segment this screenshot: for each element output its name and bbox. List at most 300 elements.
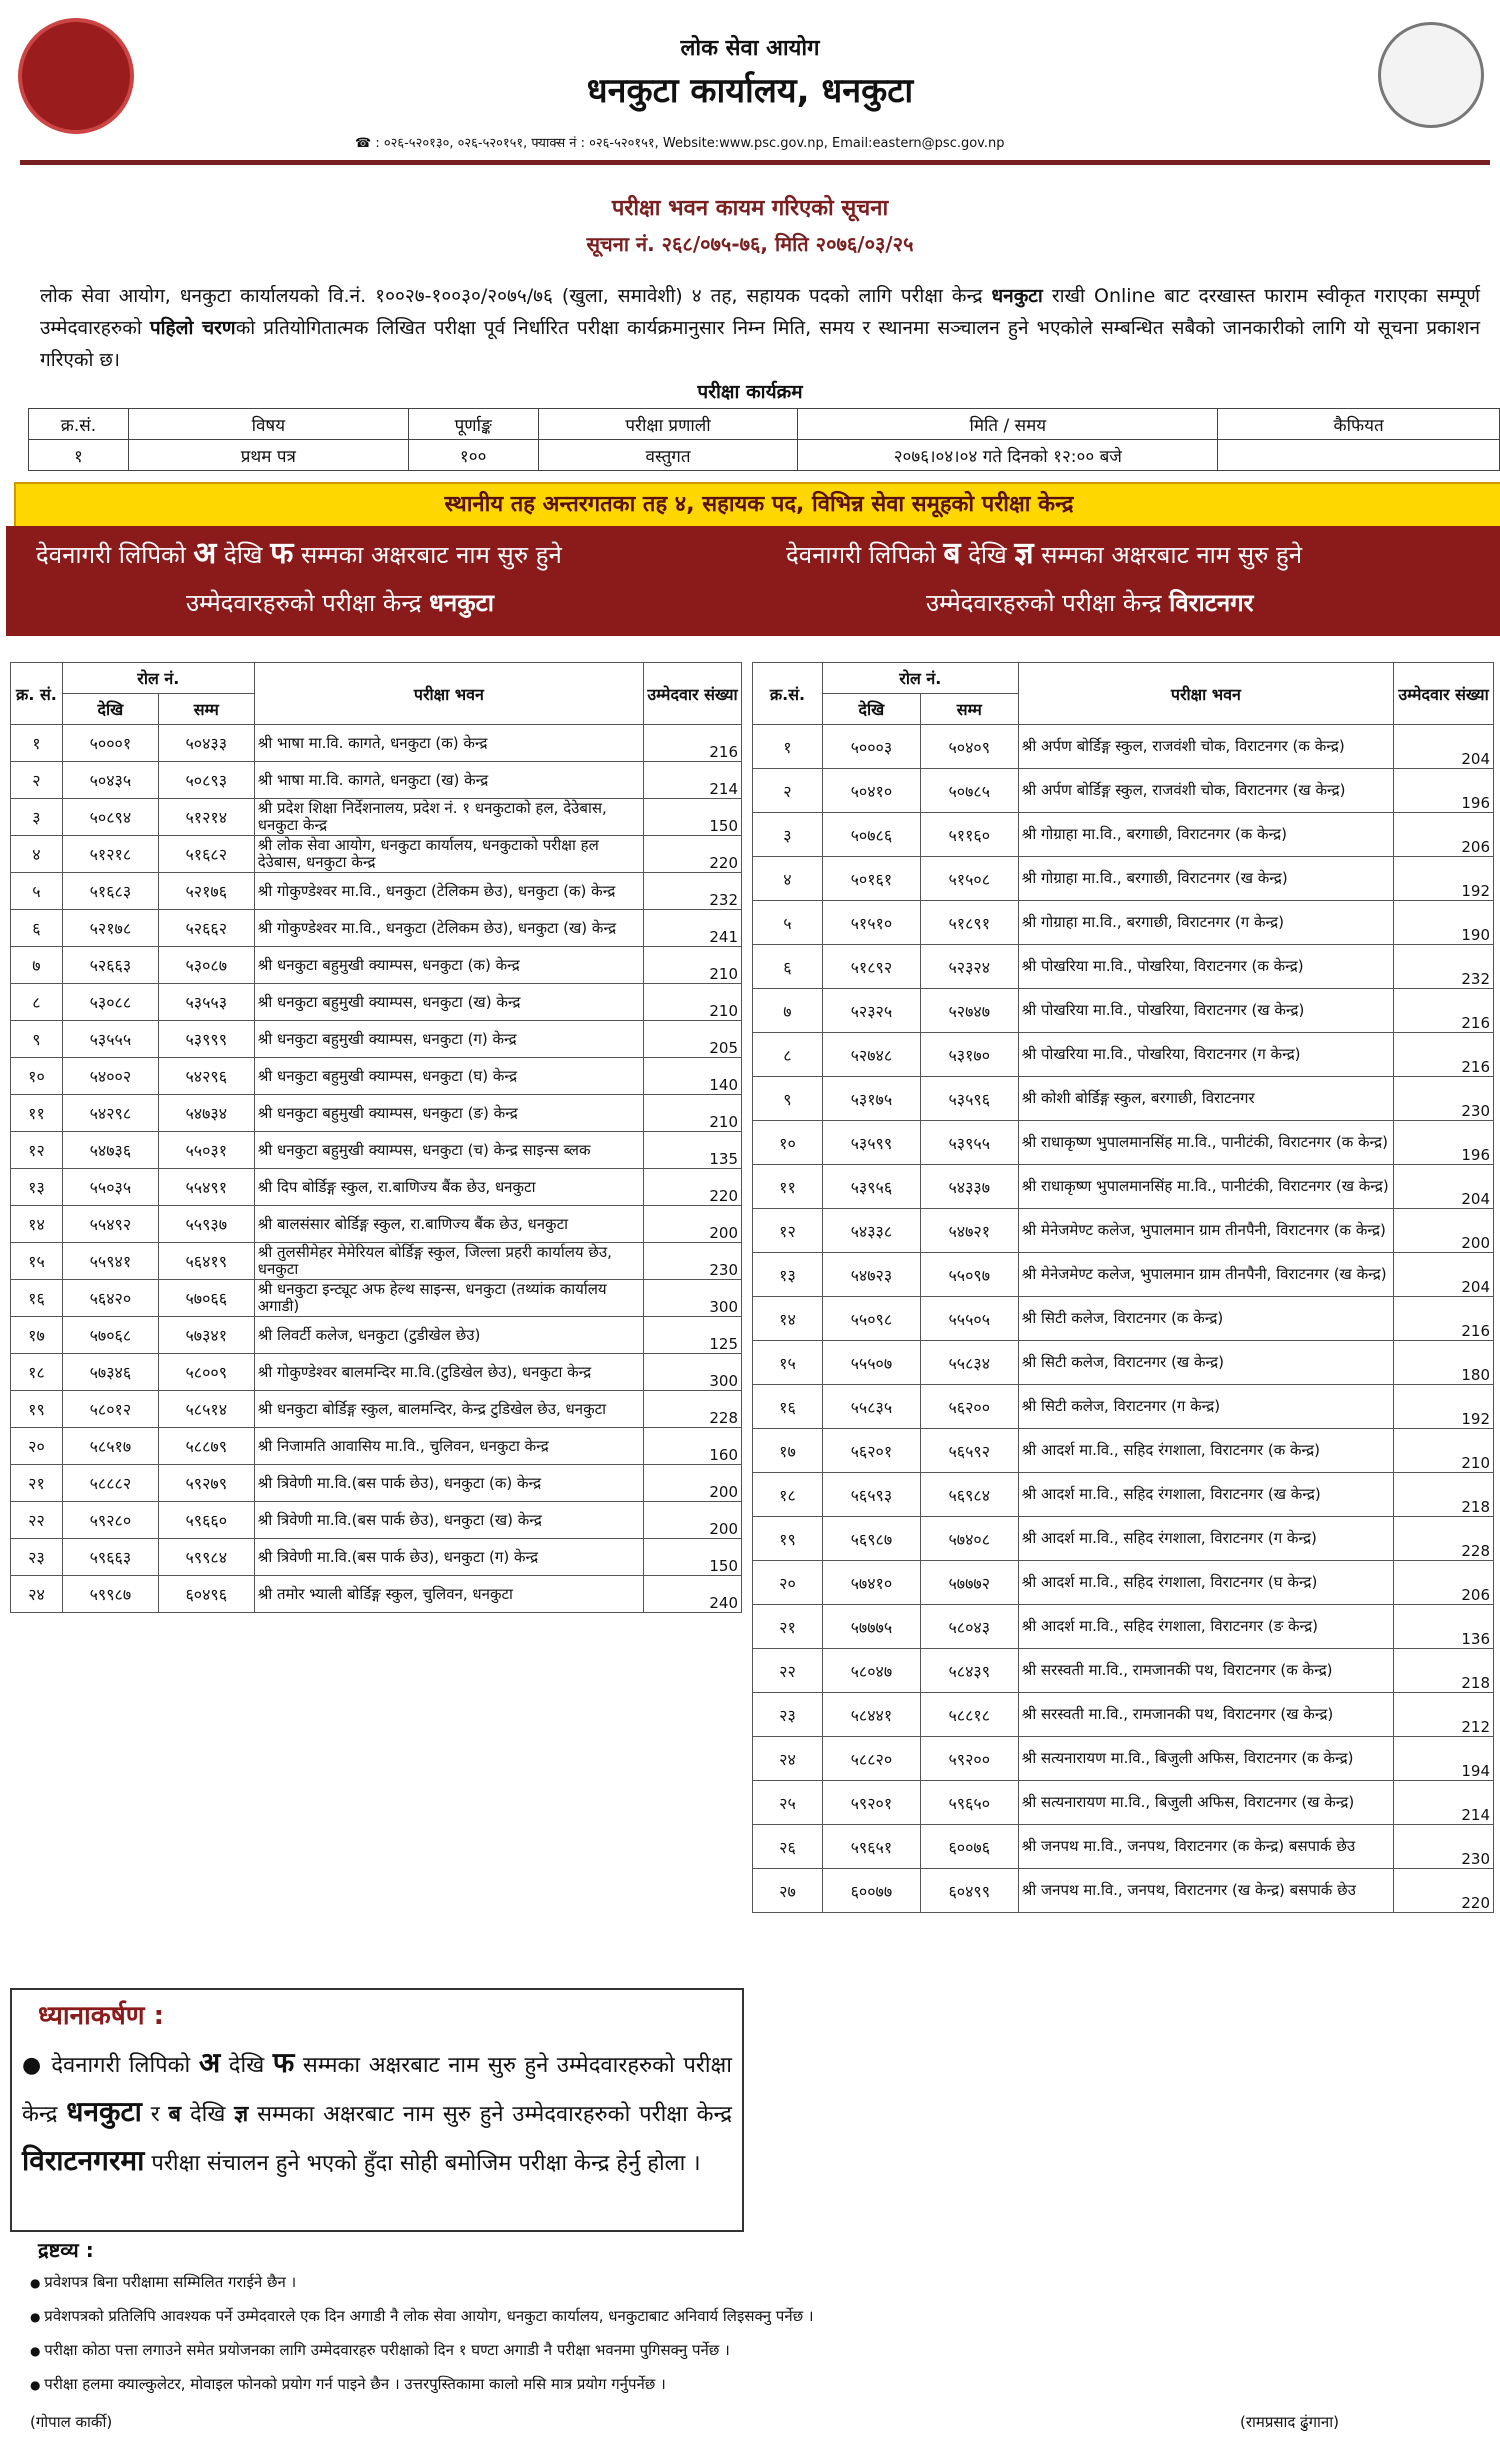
serial-cell: ६ (11, 910, 63, 947)
table-row (11, 1132, 742, 1169)
table-row (11, 836, 742, 873)
count-cell: 160 (644, 1428, 742, 1465)
serial-cell: २० (11, 1428, 63, 1465)
count-cell: 228 (1394, 1517, 1494, 1561)
roll-to-cell: ६०४९९ (920, 1869, 1018, 1913)
count-cell: 205 (644, 1021, 742, 1058)
roll-to-cell: ६०४९६ (158, 1576, 254, 1613)
table-row (11, 1539, 742, 1576)
roll-from-cell: ५६५९३ (822, 1473, 920, 1517)
count-cell: 200 (644, 1206, 742, 1243)
roll-from-cell: ५५८३५ (822, 1385, 920, 1429)
count-cell: 218 (1394, 1649, 1494, 1693)
roll-from-cell: ५९९८७ (62, 1576, 158, 1613)
venue-cell: श्री गोकुण्डेश्वर मा.वि., धनकुटा (टेलिकम छेउ), धनकुटा (ख) केन्द्र (254, 910, 643, 947)
roll-from-cell: ५७३४६ (62, 1354, 158, 1391)
roll-to-cell: ५६५९२ (920, 1429, 1018, 1473)
table-row (753, 1033, 1494, 1077)
count-cell: 210 (644, 1095, 742, 1132)
roll-from-cell: ५३५९९ (822, 1121, 920, 1165)
venue-cell: श्री सत्यनारायण मा.वि., बिजुली अफिस, विराटनगर (क केन्द्र) (1018, 1737, 1393, 1781)
venue-cell: श्री अर्पण बोर्डिङ्ग स्कुल, राजवंशी चोक, विराटनगर (ख केन्द्र) (1018, 769, 1393, 813)
count-cell: 241 (644, 910, 742, 947)
venue-cell: श्री आदर्श मा.वि., सहिद रंगशाला, विराटनगर (ङ केन्द्र) (1018, 1605, 1393, 1649)
notice-title: परीक्षा भवन कायम गरिएको सूचना (611, 196, 889, 221)
note-item: ● परीक्षा हलमा क्याल्कुलेटर, मोवाइल फोनको प्रयोग गर्न पाइने छैन । उत्तरपुस्तिकामा कालो मसि मात्र प्रयोग गर्नुपर्नेछ । (30, 2368, 1470, 2402)
venue-cell: श्री प्रदेश शिक्षा निर्देशनालय, प्रदेश नं. १ धनकुटाको हल, देउेबास, धनकुटा केन्द्र (254, 799, 643, 836)
serial-cell: ५ (11, 873, 63, 910)
count-cell: 210 (644, 947, 742, 984)
serial-cell: २१ (11, 1465, 63, 1502)
count-cell: 228 (644, 1391, 742, 1428)
roll-from-cell: ५४७३६ (62, 1132, 158, 1169)
count-cell: 220 (1394, 1869, 1494, 1913)
venue-cell: श्री गोग्राहा मा.वि., बरगाछी, विराटनगर (ग केन्द्र) (1018, 901, 1393, 945)
count-cell: 216 (1394, 989, 1494, 1033)
serial-cell: २६ (753, 1825, 823, 1869)
count-cell: 135 (644, 1132, 742, 1169)
roll-to-cell: ५८००९ (158, 1354, 254, 1391)
notes-title: द्रष्टव्य : (38, 2238, 94, 2262)
roll-to-cell: ५७४०८ (920, 1517, 1018, 1561)
venue-cell: श्री त्रिवेणी मा.वि.(बस पार्क छेउ), धनकुटा (क) केन्द्र (254, 1465, 643, 1502)
table-row (753, 1649, 1494, 1693)
table-row (11, 1280, 742, 1317)
count-cell: 216 (1394, 1033, 1494, 1077)
count-cell: 192 (1394, 857, 1494, 901)
table-row (11, 1576, 742, 1613)
roll-to-cell: ५०४०९ (920, 725, 1018, 769)
serial-cell: १२ (11, 1132, 63, 1169)
roll-from-cell: ५०००१ (62, 725, 158, 762)
serial-cell: ९ (11, 1021, 63, 1058)
table-row (11, 1354, 742, 1391)
serial-cell: २४ (11, 1576, 63, 1613)
table-row (753, 1077, 1494, 1121)
contact-info: ☎ : ०२६-५२०१३०, ०२६-५२०१५१, फ्याक्स नं : ०२६-५२०१५१, Website:www.psc.gov.np, Email:eastern@psc.gov.np (355, 136, 1005, 151)
roll-to-cell: ५५०९७ (920, 1253, 1018, 1297)
venue-cell: श्री गोकुण्डेश्वर मा.वि., धनकुटा (टेलिकम छेउ), धनकुटा (क) केन्द्र (254, 873, 643, 910)
roll-from-cell: ५८८८२ (62, 1465, 158, 1502)
roll-from-cell: ५९२८० (62, 1502, 158, 1539)
table-row (753, 1165, 1494, 1209)
roll-to-cell: ५९२०० (920, 1737, 1018, 1781)
count-cell: 230 (644, 1243, 742, 1280)
venue-cell: श्री लिवर्टी कलेज, धनकुटा (टुडीखेल छेउ) (254, 1317, 643, 1354)
count-cell: 136 (1394, 1605, 1494, 1649)
count-cell: 220 (644, 1169, 742, 1206)
roll-from-cell: ५२१७८ (62, 910, 158, 947)
table-row (753, 1341, 1494, 1385)
count-cell: 218 (1394, 1473, 1494, 1517)
venue-cell: श्री गोकुण्डेश्वर बालमन्दिर मा.वि.(टुडिखेल छेउ), धनकुटा केन्द्र (254, 1354, 643, 1391)
roll-from-cell: ५४३३८ (822, 1209, 920, 1253)
count-cell: 210 (1394, 1429, 1494, 1473)
count-cell: 230 (1394, 1825, 1494, 1869)
count-cell: 204 (1394, 1253, 1494, 1297)
serial-cell: ३ (753, 813, 823, 857)
roll-to-cell: ५७०६६ (158, 1280, 254, 1317)
serial-cell: १५ (11, 1243, 63, 1280)
roll-from-cell: ५८०१२ (62, 1391, 158, 1428)
table-row (11, 1465, 742, 1502)
serial-cell: ४ (11, 836, 63, 873)
venue-cell: श्री आदर्श मा.वि., सहिद रंगशाला, विराटनगर (घ केन्द्र) (1018, 1561, 1393, 1605)
venue-cell: श्री धनकुटा बहुमुखी क्याम्पस, धनकुटा (घ) केन्द्र (254, 1058, 643, 1095)
roll-from-cell: ५३०८८ (62, 984, 158, 1021)
note-item: ● प्रवेशपत्र बिना परीक्षामा सम्मिलित गराईने छैन । (30, 2266, 1470, 2300)
venue-cell: श्री धनकुटा इन्ट्यूट अफ हेल्थ साइन्स, धनकुटा (तथ्यांक कार्यालय अगाडी) (254, 1280, 643, 1317)
serial-cell: ५ (753, 901, 823, 945)
count-cell: 194 (1394, 1737, 1494, 1781)
biratnagar-centers-table: क्र.सं. रोल नं. परीक्षा भवन उम्मेदवार संख्या देखि सम्म १ ५०००३ ५०४०९ श्री अर्पण बोर्डिङ्ग स्कुल, राजवंशी चोक, विराटनगर (क केन्द्र) 204 २ ५०४१० ५०७८५ श्री अर्पण बोर्डिङ्ग स्कुल, राजवंशी चोक, विराटनगर (ख केन्द्र) 196 ३ ५०७८६ ५११६० श्री गोग्राहा मा.वि., बरगाछी, विराटनगर (क केन्द्र) 206 ४ ५०१६१ ५१५०८ श्री गोग्राहा मा.वि., बरगाछी, विराटनगर (ख केन्द्र) 192 ५ ५१५१० ५१८९१ श्री गोग्राहा मा.वि., बरगाछी, विराटनगर (ग केन्द्र) 190 ६ ५१८९२ ५२३२४ श्री पोखरिया मा.वि., पोखरिया, विराटनगर (क केन्द्र) 232 ७ ५२३२५ ५२७४७ श्री पोखरिया मा.वि., पोखरिया, विराटनगर (ख केन्द्र) 216 ८ ५२७४८ ५३१७० श्री पोखरिया मा.वि., पोखरिया, विराटनगर (ग केन्द्र) 216 ९ ५३१७५ ५३५९६ श्री कोशी बोर्डिङ्ग स्कुल, बरगाछी, विराटनगर 230 १० ५३५९९ ५३९५५ श्री राधाकृष्ण भुपालमानसिंह मा.वि., पानीटंकी, विराटनगर (क केन्द्र) 196 ११ ५३९५६ ५४३३७ श्री राधाकृष्ण भुपालमानसिंह मा.वि., पानीटंकी, विराटनगर (ख केन्द्र) 204 १२ ५४३३८ ५४७२१ श्री मेनेजमेण्ट कलेज, भुपालमान ग्राम तीनपैनी, विराटनगर (क केन्द्र) 200 १३ ५४७२३ ५५०९७ श्री मेनेजमेण्ट कलेज, भुपालमान ग्राम तीनपैनी, विराटनगर (ख केन्द्र) 204 १४ ५५०९८ ५५५०५ श्री सिटी कलेज, विराटनगर (क केन्द्र) 216 १५ ५५५०७ ५५८३४ श्री सिटी कलेज, विराटनगर (ख केन्द्र) 180 १६ ५५८३५ ५६२०० श्री सिटी कलेज, विराटनगर (ग केन्द्र) 192 १७ ५६२०१ ५६५९२ श्री आदर्श मा.वि., सहिद रंगशाला, विराटनगर (क केन्द्र) 210 १८ ५६५९३ ५६९८४ श्री आदर्श मा.वि., सहिद रंगशाला, विराटनगर (ख केन्द्र) 218 १९ ५६९८७ ५७४०८ श्री आदर्श मा.वि., सहिद रंगशाला, विराटनगर (ग केन्द्र) 228 २० ५७४१० ५७७७२ श्री आदर्श मा.वि., सहिद रंगशाला, विराटनगर (घ केन्द्र) 206 २१ ५७७७५ ५८०४३ श्री आदर्श मा.वि., सहिद रंगशाला, विराटनगर (ङ केन्द्र) 136 २२ ५८०४७ ५८४३९ श्री सरस्वती मा.वि., रामजानकी पथ, विराटनगर (क केन्द्र) 218 २३ ५८४४१ ५८८१८ श्री सरस्वती मा.वि., रामजानकी पथ, विराटनगर (ख केन्द्र) 212 २४ ५८८२० ५९२०० श्री सत्यनारायण मा.वि., बिजुली अफिस, विराटनगर (क केन्द्र) 194 २५ ५९२०१ ५९६५० श्री सत्यनारायण मा.वि., बिजुली अफिस, विराटनगर (ख केन्द्र) 214 २६ ५९६५१ ६००७६ श्री जनपथ मा.वि., जनपथ, विराटनगर (क केन्द्र) बसपार्क छेउ 230 २७ ६००७७ ६०४९९ श्री जनपथ मा.वि., जनपथ, विराटनगर (ख केन्द्र) बसपार्क छेउ 220 (752, 662, 1494, 1913)
serial-cell: १३ (11, 1169, 63, 1206)
count-cell: 125 (644, 1317, 742, 1354)
serial-cell: १ (11, 725, 63, 762)
roll-from-cell: ५९६५१ (822, 1825, 920, 1869)
count-cell: 216 (644, 725, 742, 762)
table-row (753, 725, 1494, 769)
roll-to-cell: ५३५५३ (158, 984, 254, 1021)
table-row (11, 1428, 742, 1465)
venue-cell: श्री धनकुटा बहुमुखी क्याम्पस, धनकुटा (ख) केन्द्र (254, 984, 643, 1021)
table-row (753, 813, 1494, 857)
venue-cell: श्री त्रिवेणी मा.वि.(बस पार्क छेउ), धनकुटा (ग) केन्द्र (254, 1539, 643, 1576)
venue-cell: श्री त्रिवेणी मा.वि.(बस पार्क छेउ), धनकुटा (ख) केन्द्र (254, 1502, 643, 1539)
biratnagar-center-text: देवनागरी लिपिको ब देखि ज्ञ सम्मका अक्षरबाट नाम सुरु हुने उम्मेदवारहरुको परीक्षा केन्द्र विराटनगर (786, 536, 1303, 617)
roll-to-cell: ५२३२४ (920, 945, 1018, 989)
serial-cell: १७ (753, 1429, 823, 1473)
serial-cell: २० (753, 1561, 823, 1605)
table-row (753, 1517, 1494, 1561)
serial-cell: ९ (753, 1077, 823, 1121)
roll-from-cell: ५५०९८ (822, 1297, 920, 1341)
table-row (753, 989, 1494, 1033)
table-row (753, 1693, 1494, 1737)
count-cell: 180 (1394, 1341, 1494, 1385)
venue-cell: श्री सिटी कलेज, विराटनगर (ग केन्द्र) (1018, 1385, 1393, 1429)
roll-from-cell: ५७४१० (822, 1561, 920, 1605)
roll-from-cell: ५३५५५ (62, 1021, 158, 1058)
serial-cell: १६ (753, 1385, 823, 1429)
roll-to-cell: ५१५०८ (920, 857, 1018, 901)
count-cell: 200 (644, 1465, 742, 1502)
serial-cell: २२ (11, 1502, 63, 1539)
table-row (753, 857, 1494, 901)
roll-from-cell: ५०७८६ (822, 813, 920, 857)
roll-to-cell: ५६४१९ (158, 1243, 254, 1280)
roll-to-cell: ५४७३४ (158, 1095, 254, 1132)
count-cell: 196 (1394, 1121, 1494, 1165)
roll-to-cell: ५८५१४ (158, 1391, 254, 1428)
venue-cell: श्री पोखरिया मा.वि., पोखरिया, विराटनगर (ख केन्द्र) (1018, 989, 1393, 1033)
roll-to-cell: ६००७६ (920, 1825, 1018, 1869)
roll-from-cell: ५०००३ (822, 725, 920, 769)
venue-cell: श्री धनकुटा बहुमुखी क्याम्पस, धनकुटा (क) केन्द्र (254, 947, 643, 984)
serial-cell: १९ (11, 1391, 63, 1428)
roll-from-cell: ५४२९८ (62, 1095, 158, 1132)
attention-text: ● देवनागरी लिपिको अ देखि फ सम्मका अक्षरबाट नाम सुरु हुने उम्मेदवारहरुको परीक्षा केन्द्र धनकुटा र ब देखि ज्ञ सम्मका अक्षरबाट नाम सुरु हुने उम्मेदवारहरुको परीक्षा केन्द्र विराटनगरमा परीक्षा संचालन हुने भएको हुँदा सोही बमोजिम परीक्षा केन्द्र हेर्नु होला । (22, 2046, 732, 2177)
count-cell: 206 (1394, 1561, 1494, 1605)
roll-from-cell: ५६२०१ (822, 1429, 920, 1473)
roll-from-cell: ५१५१० (822, 901, 920, 945)
serial-cell: ११ (11, 1095, 63, 1132)
venue-cell: श्री आदर्श मा.वि., सहिद रंगशाला, विराटनगर (क केन्द्र) (1018, 1429, 1393, 1473)
roll-from-cell: ५१८९२ (822, 945, 920, 989)
serial-cell: १० (11, 1058, 63, 1095)
count-cell: 300 (644, 1354, 742, 1391)
dhankuta-centers-table: क्र. सं. रोल नं. परीक्षा भवन उम्मेदवार संख्या देखि सम्म १ ५०००१ ५०४३३ श्री भाषा मा.वि. कागते, धनकुटा (क) केन्द्र 216 २ ५०४३५ ५०८९३ श्री भाषा मा.वि. कागते, धनकुटा (ख) केन्द्र 214 ३ ५०८९४ ५१२१४ श्री प्रदेश शिक्षा निर्देशनालय, प्रदेश नं. १ धनकुटाको हल, देउेबास, धनकुटा केन्द्र 150 ४ ५१२१८ ५१६८२ श्री लोक सेवा आयोग, धनकुटा कार्यालय, धनकुटाको परीक्षा हल देउेबास, धनकुटा केन्द्र 220 ५ ५१६८३ ५२१७६ श्री गोकुण्डेश्वर मा.वि., धनकुटा (टेलिकम छेउ), धनकुटा (क) केन्द्र 232 ६ ५२१७८ ५२६६२ श्री गोकुण्डेश्वर मा.वि., धनकुटा (टेलिकम छेउ), धनकुटा (ख) केन्द्र 241 ७ ५२६६३ ५३०८७ श्री धनकुटा बहुमुखी क्याम्पस, धनकुटा (क) केन्द्र 210 ८ ५३०८८ ५३५५३ श्री धनकुटा बहुमुखी क्याम्पस, धनकुटा (ख) केन्द्र 210 ९ ५३५५५ ५३९९९ श्री धनकुटा बहुमुखी क्याम्पस, धनकुटा (ग) केन्द्र 205 १० ५४००२ ५४२९६ श्री धनकुटा बहुमुखी क्याम्पस, धनकुटा (घ) केन्द्र 140 ११ ५४२९८ ५४७३४ श्री धनकुटा बहुमुखी क्याम्पस, धनकुटा (ङ) केन्द्र 210 १२ ५४७३६ ५५०३१ श्री धनकुटा बहुमुखी क्याम्पस, धनकुटा (च) केन्द्र साइन्स ब्लक 135 १३ ५५०३५ ५५४९१ श्री दिप बोर्डिङ्ग स्कुल, रा.बाणिज्य बैंक छेउ, धनकुटा 220 १४ ५५४९२ ५५९३७ श्री बालसंसार बोर्डिङ्ग स्कुल, रा.बाणिज्य बैंक छेउ, धनकुटा 200 १५ ५५९४१ ५६४१९ श्री तुलसीमेहर मेमेरियल बोर्डिङ्ग स्कुल, जिल्ला प्रहरी कार्यालय छेउ, धनकुटा 230 १६ ५६४२० ५७०६६ श्री धनकुटा इन्ट्यूट अफ हेल्थ साइन्स, धनकुटा (तथ्यांक कार्यालय अगाडी) 300 १७ ५७०६८ ५७३४१ श्री लिवर्टी कलेज, धनकुटा (टुडीखेल छेउ) 125 १८ ५७३४६ ५८००९ श्री गोकुण्डेश्वर बालमन्दिर मा.वि.(टुडिखेल छेउ), धनकुटा केन्द्र 300 १९ ५८०१२ ५८५१४ श्री धनकुटा बोर्डिङ्ग स्कुल, बालमन्दिर, केन्द्र टुडिखेल छेउ, धनकुटा 228 २० ५८५१७ ५८८७९ श्री निजामति आवासिय मा.वि., चुलिवन, धनकुटा केन्द्र 160 २१ ५८८८२ ५९२७९ श्री त्रिवेणी मा.वि.(बस पार्क छेउ), धनकुटा (क) केन्द्र 200 २२ ५९२८० ५९६६० श्री त्रिवेणी मा.वि.(बस पार्क छेउ), धनकुटा (ख) केन्द्र 200 २३ ५९६६३ ५९९८४ श्री त्रिवेणी मा.वि.(बस पार्क छेउ), धनकुटा (ग) केन्द्र 150 २४ ५९९८७ ६०४९६ श्री तमोर भ्याली बोर्डिङ्ग स्कुल, चुलिवन, धनकुटा 240 (10, 662, 742, 1613)
serial-cell: २३ (11, 1539, 63, 1576)
org-name: लोक सेवा आयोग (680, 36, 820, 61)
serial-cell: १९ (753, 1517, 823, 1561)
venue-cell: श्री मेनेजमेण्ट कलेज, भुपालमान ग्राम तीनपैनी, विराटनगर (ख केन्द्र) (1018, 1253, 1393, 1297)
roll-to-cell: ५२६६२ (158, 910, 254, 947)
serial-cell: २१ (753, 1605, 823, 1649)
count-cell: 210 (644, 984, 742, 1021)
table-row (11, 799, 742, 836)
table-row (11, 1317, 742, 1354)
serial-cell: २२ (753, 1649, 823, 1693)
table-row (753, 1385, 1494, 1429)
count-cell: 214 (1394, 1781, 1494, 1825)
venue-cell: श्री गोग्राहा मा.वि., बरगाछी, विराटनगर (ख केन्द्र) (1018, 857, 1393, 901)
roll-from-cell: ५३१७५ (822, 1077, 920, 1121)
roll-to-cell: ५०४३३ (158, 725, 254, 762)
table-row (753, 1561, 1494, 1605)
table-row (753, 1297, 1494, 1341)
signature-left: (गोपाल कार्की) (30, 2413, 113, 2431)
roll-from-cell: ५५९४१ (62, 1243, 158, 1280)
roll-from-cell: ५२७४८ (822, 1033, 920, 1077)
table-row (11, 725, 742, 762)
roll-to-cell: ५५४९१ (158, 1169, 254, 1206)
roll-to-cell: ५३९९९ (158, 1021, 254, 1058)
venue-cell: श्री दिप बोर्डिङ्ग स्कुल, रा.बाणिज्य बैंक छेउ, धनकुटा (254, 1169, 643, 1206)
roll-from-cell: ५२६६३ (62, 947, 158, 984)
roll-from-cell: ५३९५६ (822, 1165, 920, 1209)
count-cell: 190 (1394, 901, 1494, 945)
roll-to-cell: ५११६० (920, 813, 1018, 857)
table-row (753, 901, 1494, 945)
roll-from-cell: ५८८२० (822, 1737, 920, 1781)
roll-to-cell: ५४७२१ (920, 1209, 1018, 1253)
roll-from-cell: ५४७२३ (822, 1253, 920, 1297)
count-cell: 192 (1394, 1385, 1494, 1429)
program-header-row: क्र.सं. विषय पूर्णाङ्क परीक्षा प्रणाली मिति / समय कैफियत (29, 409, 1500, 440)
count-cell: 232 (1394, 945, 1494, 989)
roll-to-cell: ५७३४१ (158, 1317, 254, 1354)
serial-cell: १८ (753, 1473, 823, 1517)
table-row (11, 1095, 742, 1132)
table-row (11, 1169, 742, 1206)
count-cell: 196 (1394, 769, 1494, 813)
serial-cell: ४ (753, 857, 823, 901)
table-row (11, 1502, 742, 1539)
notes-list (30, 2266, 1470, 2402)
table-row (11, 873, 742, 910)
serial-cell: १० (753, 1121, 823, 1165)
table-row (753, 1473, 1494, 1517)
serial-cell: ११ (753, 1165, 823, 1209)
roll-from-cell: ५१२१८ (62, 836, 158, 873)
serial-cell: १५ (753, 1341, 823, 1385)
roll-from-cell: ५५४९२ (62, 1206, 158, 1243)
roll-to-cell: ५८८७९ (158, 1428, 254, 1465)
table-row (11, 947, 742, 984)
serial-cell: ७ (753, 989, 823, 1033)
venue-cell: श्री धनकुटा बहुमुखी क्याम्पस, धनकुटा (च) केन्द्र साइन्स ब्लक (254, 1132, 643, 1169)
roll-to-cell: ५५८३४ (920, 1341, 1018, 1385)
venue-cell: श्री पोखरिया मा.वि., पोखरिया, विराटनगर (ग केन्द्र) (1018, 1033, 1393, 1077)
roll-to-cell: ५१६८२ (158, 836, 254, 873)
venue-cell: श्री अर्पण बोर्डिङ्ग स्कुल, राजवंशी चोक, विराटनगर (क केन्द्र) (1018, 725, 1393, 769)
roll-to-cell: ५०७८५ (920, 769, 1018, 813)
note-item: ● परीक्षा कोठा पत्ता लगाउने समेत प्रयोजनका लागि उम्मेदवारहरु परीक्षाको दिन १ घण्टा अगाडी नै परीक्षा भवनमा पुगिसक्नु पर्नेछ । (30, 2334, 1470, 2368)
roll-from-cell: ५०१६१ (822, 857, 920, 901)
roll-to-cell: ५९९८४ (158, 1539, 254, 1576)
count-cell: 220 (644, 836, 742, 873)
roll-to-cell: ५२७४७ (920, 989, 1018, 1033)
table-row (753, 945, 1494, 989)
count-cell: 204 (1394, 725, 1494, 769)
roll-to-cell: ५३९५५ (920, 1121, 1018, 1165)
venue-cell: श्री राधाकृष्ण भुपालमानसिंह मा.वि., पानीटंकी, विराटनगर (क केन्द्र) (1018, 1121, 1393, 1165)
count-cell: 300 (644, 1280, 742, 1317)
count-cell: 216 (1394, 1297, 1494, 1341)
roll-to-cell: ५४२९६ (158, 1058, 254, 1095)
venue-cell: श्री सिटी कलेज, विराटनगर (ख केन्द्र) (1018, 1341, 1393, 1385)
table-row (11, 1206, 742, 1243)
roll-to-cell: ५५५०५ (920, 1297, 1018, 1341)
table-row (11, 1021, 742, 1058)
venue-cell: श्री भाषा मा.वि. कागते, धनकुटा (ख) केन्द्र (254, 762, 643, 799)
count-cell: 240 (644, 1576, 742, 1613)
header-divider (20, 160, 1490, 165)
count-cell: 204 (1394, 1165, 1494, 1209)
table-row (11, 1243, 742, 1280)
table-row (11, 1058, 742, 1095)
roll-to-cell: ५६२०० (920, 1385, 1018, 1429)
serial-cell: २४ (753, 1737, 823, 1781)
center-banner (6, 526, 1500, 636)
serial-cell: १२ (753, 1209, 823, 1253)
attention-title: ध्यानाकर्षण : (38, 2001, 164, 2031)
program-title: परीक्षा कार्यक्रम (697, 381, 803, 403)
roll-to-cell: ५४३३७ (920, 1165, 1018, 1209)
roll-to-cell: ५०८९३ (158, 762, 254, 799)
roll-to-cell: ५६९८४ (920, 1473, 1018, 1517)
table-row (753, 1869, 1494, 1913)
venue-cell: श्री बालसंसार बोर्डिङ्ग स्कुल, रा.बाणिज्य बैंक छेउ, धनकुटा (254, 1206, 643, 1243)
table-row (753, 1253, 1494, 1297)
table-row (11, 1391, 742, 1428)
count-cell: 200 (644, 1502, 742, 1539)
serial-cell: १४ (11, 1206, 63, 1243)
serial-cell: ८ (753, 1033, 823, 1077)
notice-number: सूचना नं. २६८/०७५-७६, मिति २०७६/०३/२५ (586, 232, 914, 256)
roll-to-cell: ५३०८७ (158, 947, 254, 984)
serial-cell: ३ (11, 799, 63, 836)
category-banner: स्थानीय तह अन्तरगतका तह ४, सहायक पद, विभिन्न सेवा समूहको परीक्षा केन्द्र (14, 482, 1500, 528)
roll-to-cell: ५१२१४ (158, 799, 254, 836)
roll-from-cell: ५७०६८ (62, 1317, 158, 1354)
count-cell: 150 (644, 1539, 742, 1576)
roll-from-cell: ५६४२० (62, 1280, 158, 1317)
table-row (753, 1605, 1494, 1649)
roll-from-cell: ६००७७ (822, 1869, 920, 1913)
table-row (11, 984, 742, 1021)
venue-cell: श्री जनपथ मा.वि., जनपथ, विराटनगर (ख केन्द्र) बसपार्क छेउ (1018, 1869, 1393, 1913)
roll-from-cell: ५९६६३ (62, 1539, 158, 1576)
roll-from-cell: ५४००२ (62, 1058, 158, 1095)
venue-cell: श्री भाषा मा.वि. कागते, धनकुटा (क) केन्द्र (254, 725, 643, 762)
venue-cell: श्री धनकुटा बोर्डिङ्ग स्कुल, बालमन्दिर, केन्द्र टुडिखेल छेउ, धनकुटा (254, 1391, 643, 1428)
roll-from-cell: ५२३२५ (822, 989, 920, 1033)
count-cell: 206 (1394, 813, 1494, 857)
roll-to-cell: ५७७७२ (920, 1561, 1018, 1605)
roll-from-cell: ५८५१७ (62, 1428, 158, 1465)
serial-cell: १४ (753, 1297, 823, 1341)
count-cell: 200 (1394, 1209, 1494, 1253)
venue-cell: श्री आदर्श मा.वि., सहिद रंगशाला, विराटनगर (ख केन्द्र) (1018, 1473, 1393, 1517)
table-row (753, 1429, 1494, 1473)
venue-cell: श्री निजामति आवासिय मा.वि., चुलिवन, धनकुटा केन्द्र (254, 1428, 643, 1465)
venue-cell: श्री गोग्राहा मा.वि., बरगाछी, विराटनगर (क केन्द्र) (1018, 813, 1393, 857)
roll-to-cell: ५९६५० (920, 1781, 1018, 1825)
serial-cell: ७ (11, 947, 63, 984)
venue-cell: श्री आदर्श मा.वि., सहिद रंगशाला, विराटनगर (ग केन्द्र) (1018, 1517, 1393, 1561)
note-item: ● प्रवेशपत्रको प्रतिलिपि आवश्यक पर्ने उम्मेदवारले एक दिन अगाडी नै लोक सेवा आयोग, धनकुटा कार्यालय, धनकुटाबाट अनिवार्य लिइसक्नु पर्नेछ । (30, 2300, 1470, 2334)
venue-cell: श्री सरस्वती मा.वि., रामजानकी पथ, विराटनगर (क केन्द्र) (1018, 1649, 1393, 1693)
table-row (753, 1209, 1494, 1253)
notice-body: लोक सेवा आयोग, धनकुटा कार्यालयको वि.नं. १००२७-१००३०/२०७५/७६ (खुला, समावेशी) ४ तह, सहायक पदको लागि परीक्षा केन्द्र धनकुटा राखी Online बाट दरखास्त फाराम स्वीकृत गराएका सम्पूर्ण उम्मेदवारहरुको पहिलो चरणको प्रतियोगितात्मक लिखित परीक्षा पूर्व निर्धारित परीक्षा कार्यक्रमानुसार निम्न मिति, समय र स्थानमा सञ्चालन हुने भएकोले सम्बन्धित सबैको जानकारीको लागि यो सूचना प्रकाशन गरिएको छ। (40, 285, 1481, 371)
roll-from-cell: ५०४१० (822, 769, 920, 813)
roll-to-cell: ५२१७६ (158, 873, 254, 910)
venue-cell: श्री लोक सेवा आयोग, धनकुटा कार्यालय, धनकुटाको परीक्षा हल देउेबास, धनकुटा केन्द्र (254, 836, 643, 873)
venue-cell: श्री सत्यनारायण मा.वि., बिजुली अफिस, विराटनगर (ख केन्द्र) (1018, 1781, 1393, 1825)
signature-right: (रामप्रसाद ढुंगाना) (1240, 2413, 1339, 2431)
serial-cell: ६ (753, 945, 823, 989)
roll-from-cell: ५७७७५ (822, 1605, 920, 1649)
roll-to-cell: ५१८९१ (920, 901, 1018, 945)
count-cell: 232 (644, 873, 742, 910)
program-row: १ प्रथम पत्र १०० वस्तुगत २०७६।०४।०४ गते दिनको १२:०० बजे (29, 440, 1500, 471)
venue-cell: श्री सिटी कलेज, विराटनगर (क केन्द्र) (1018, 1297, 1393, 1341)
roll-to-cell: ५३५९६ (920, 1077, 1018, 1121)
table-row (753, 1825, 1494, 1869)
venue-cell: श्री मेनेजमेण्ट कलेज, भुपालमान ग्राम तीनपैनी, विराटनगर (क केन्द्र) (1018, 1209, 1393, 1253)
roll-from-cell: ५९२०१ (822, 1781, 920, 1825)
office-name: धनकुटा कार्यालय, धनकुटा (586, 71, 914, 111)
table-row (11, 762, 742, 799)
roll-to-cell: ५५९३७ (158, 1206, 254, 1243)
roll-from-cell: ५८०४७ (822, 1649, 920, 1693)
table-row (11, 910, 742, 947)
venue-cell: श्री तमोर भ्याली बोर्डिङ्ग स्कुल, चुलिवन, धनकुटा (254, 1576, 643, 1613)
roll-from-cell: ५५०३५ (62, 1169, 158, 1206)
serial-cell: ८ (11, 984, 63, 1021)
roll-to-cell: ५५०३१ (158, 1132, 254, 1169)
serial-cell: १ (753, 725, 823, 769)
venue-cell: श्री सरस्वती मा.वि., रामजानकी पथ, विराटनगर (ख केन्द्र) (1018, 1693, 1393, 1737)
table-row (753, 1737, 1494, 1781)
venue-cell: श्री धनकुटा बहुमुखी क्याम्पस, धनकुटा (ग) केन्द्र (254, 1021, 643, 1058)
dhankuta-center-text: देवनागरी लिपिको अ देखि फ सम्मका अक्षरबाट नाम सुरु हुने उम्मेदवारहरुको परीक्षा केन्द्र धनकुटा (36, 536, 562, 617)
serial-cell: २५ (753, 1781, 823, 1825)
serial-cell: २३ (753, 1693, 823, 1737)
serial-cell: २७ (753, 1869, 823, 1913)
